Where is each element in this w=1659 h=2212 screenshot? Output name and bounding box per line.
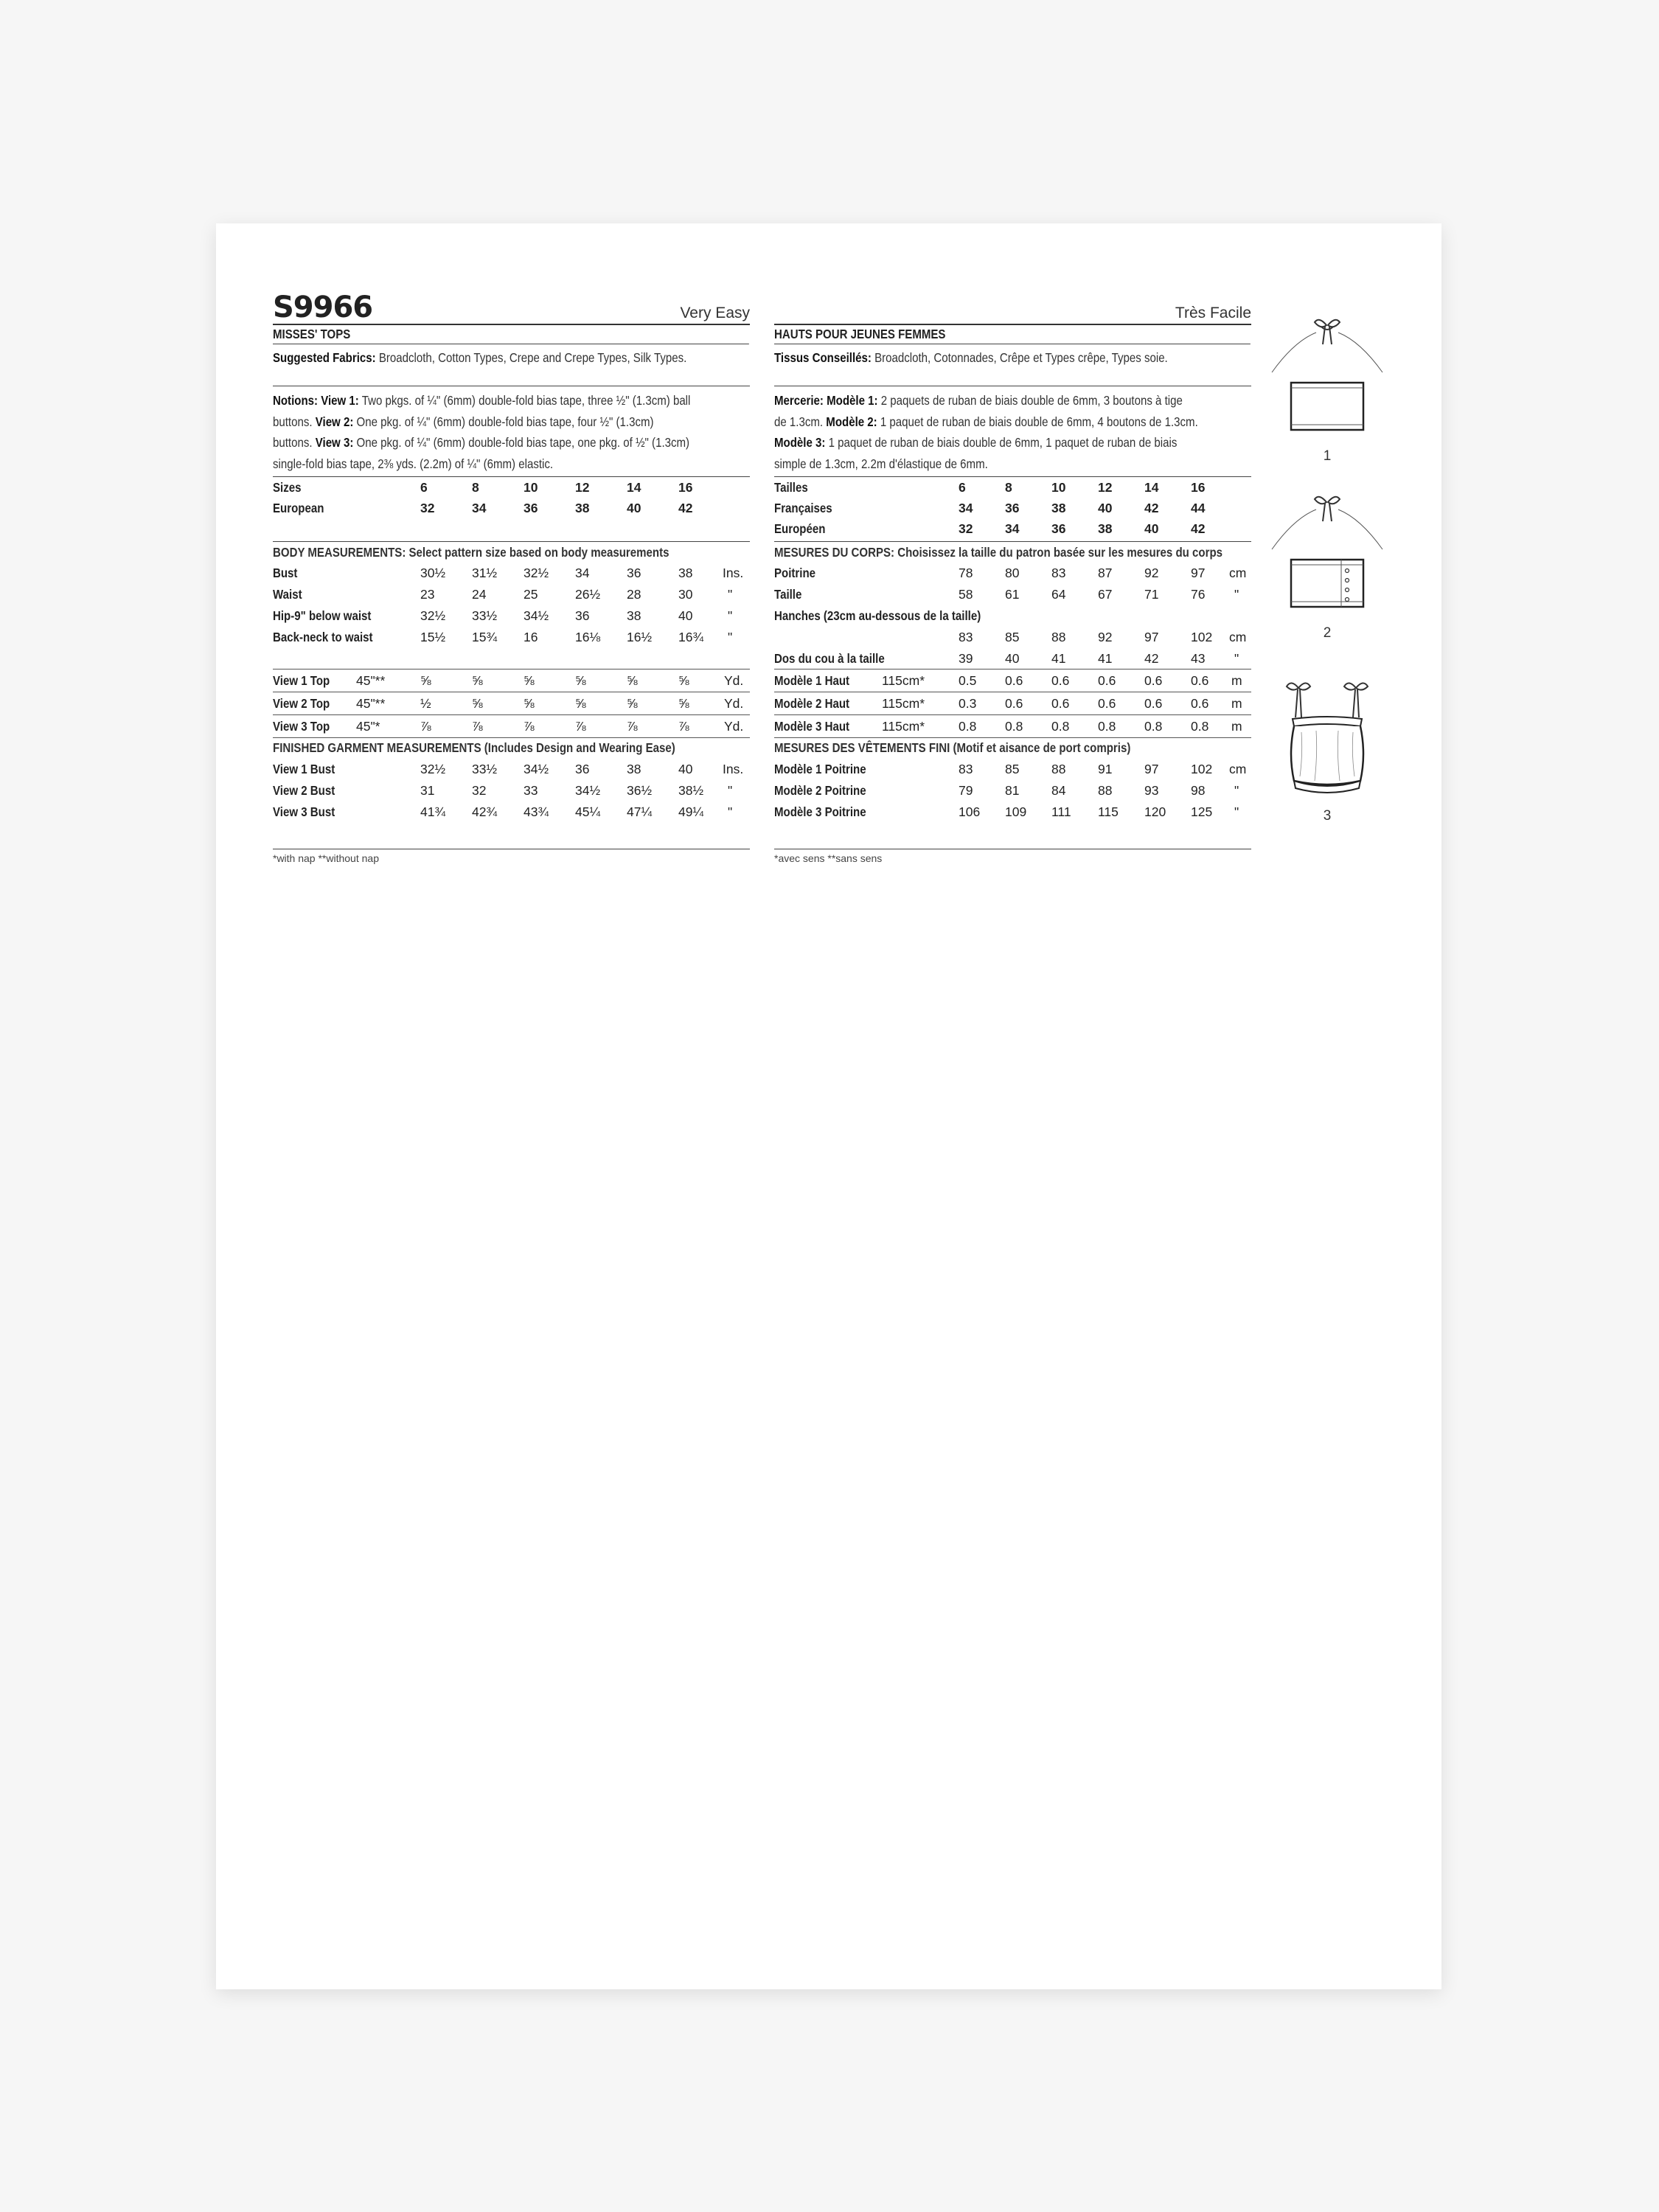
view-3-top-icon: [1265, 673, 1390, 821]
body-measurements-title: BODY MEASUREMENTS: Select pattern size based on body measurements: [273, 545, 669, 560]
finished-title: FINISHED GARMENT MEASUREMENTS (Includes Design and Wearing Ease): [273, 740, 675, 755]
pattern-code: S9966: [273, 291, 373, 324]
yardage-row: Modèle 3 Haut 115cm* 0.8 0.8 0.8 0.8 0.8 0.8 m: [774, 719, 1242, 734]
hanches-label-row: Hanches (23cm au-dessous de la taille): [774, 608, 981, 623]
view-3-figure: [1265, 673, 1390, 824]
dos-row: Dos du cou à la taille 39 40 41 41 42 43 ": [774, 651, 1239, 666]
francaises-row: Françaises 34 36 38 40 42 44: [774, 501, 1206, 515]
body-row: Waist 23 24 25 26½ 28 30 ": [273, 587, 733, 602]
section-title: HAUTS POUR JEUNES FEMMES: [774, 326, 1250, 344]
view-1-figure: [1265, 312, 1390, 463]
yardage-row: Modèle 2 Haut 115cm* 0.3 0.6 0.6 0.6 0.6 0.6 m: [774, 696, 1242, 711]
view-2-figure: [1265, 489, 1390, 640]
yardage-row: Modèle 1 Haut 115cm* 0.5 0.6 0.6 0.6 0.6 0.6 m: [774, 673, 1242, 688]
figure-number: 3: [1323, 808, 1332, 824]
body-row: Bust 30½ 31½ 32½ 34 36 38 Ins.: [273, 566, 744, 580]
finished-row: View 1 Bust 32½ 33½ 34½ 36 38 40 Ins.: [273, 762, 744, 776]
finished-row: View 2 Bust 31 32 33 34½ 36½ 38½ ": [273, 783, 733, 798]
body-row: Taille 58 61 64 67 71 76 ": [774, 587, 1239, 602]
finished-row: Modèle 2 Poitrine 79 81 84 88 93 98 ": [774, 783, 1239, 798]
notions-text: Notions: View 1: Two pkgs. of ¼" (6mm) double-fold bias tape, three ½" (1.3cm) ball buttons. View 2: One pkg. of ¼" (6mm) double-fold bias tape, four ½" (1.3cm) buttons. View 3: One pkg. of ¼" (6mm) double-fold bias tape, one pkg. of ½" (1.3cm) single-fold bias tape, 2⅜ yds. (2.2m) of ¼" (6mm) elastic.: [273, 393, 691, 471]
fabrics-text: Tissus Conseillés: Broadcloth, Cotonnades, Crêpe et Types crêpe, Types soie.: [774, 350, 1168, 365]
fabrics-text: Suggested Fabrics: Broadcloth, Cotton Types, Crepe and Crepe Types, Silk Types.: [273, 350, 687, 365]
yardage-row: View 1 Top 45"** ⅝ ⅝ ⅝ ⅝ ⅝ ⅝ Yd.: [273, 673, 744, 688]
body-row: Back-neck to waist 15½ 15¾ 16 16⅛ 16½ 16¾ ": [273, 630, 733, 644]
finished-row: Modèle 1 Poitrine 83 85 88 91 97 102 cm: [774, 762, 1247, 776]
yardage-row: View 3 Top 45"* ⅞ ⅞ ⅞ ⅞ ⅞ ⅞ Yd.: [273, 719, 744, 734]
finished-row: Modèle 3 Poitrine 106 109 111 115 120 125 ": [774, 804, 1239, 819]
footnote: *with nap **without nap: [273, 852, 379, 864]
divider: [774, 714, 1251, 715]
view-1-top-icon: [1265, 312, 1390, 459]
view-2-top-icon: [1265, 489, 1390, 636]
europeen-row: Européen 32 34 36 38 40 42: [774, 521, 1206, 536]
body-row: Poitrine 78 80 83 87 92 97 cm: [774, 566, 1247, 580]
difficulty-label: Très Facile: [1175, 305, 1251, 321]
finished-title: MESURES DES VÊTEMENTS FINI (Motif et aisance de port compris): [774, 740, 1131, 755]
hanches-row: 83 85 88 92 97 102 cm: [959, 630, 1247, 644]
body-row: Hip-9" below waist 32½ 33½ 34½ 36 38 40 ": [273, 608, 733, 623]
difficulty-label: Very Easy: [680, 305, 750, 321]
finished-row: View 3 Bust 41¾ 42¾ 43¾ 45¼ 47¼ 49¼ ": [273, 804, 733, 819]
section-title: MISSES' TOPS: [273, 326, 748, 344]
english-header: [273, 287, 750, 325]
sizes-row: Sizes 6 8 10 12 14 16: [273, 480, 693, 495]
body-measurements-title: MESURES DU CORPS: Choisissez la taille du patron basée sur les mesures du corps: [774, 545, 1223, 560]
tailles-row: Tailles 6 8 10 12 14 16: [774, 480, 1206, 495]
figure-number: 1: [1323, 448, 1332, 464]
french-header: [774, 287, 1251, 325]
pattern-sheet: [216, 223, 1441, 1989]
mercerie-text: Mercerie: Modèle 1: 2 paquets de ruban de biais double de 6mm, 3 boutons à tige de 1.3cm. Modèle 2: 1 paquet de ruban de biais double de 6mm, 4 boutons de 1.3cm. Modèle 3: 1 paquet de ruban de biais double de 6mm, 1 paquet de ruban de biais simple de 1.3cm, 2.2m d'élastique de 6mm.: [774, 393, 1198, 471]
figure-number: 2: [1323, 625, 1332, 641]
divider: [273, 714, 750, 715]
european-row: European 32 34 36 38 40 42: [273, 501, 693, 515]
footnote: *avec sens **sans sens: [774, 852, 883, 864]
yardage-row: View 2 Top 45"** ½ ⅝ ⅝ ⅝ ⅝ ⅝ Yd.: [273, 696, 744, 711]
